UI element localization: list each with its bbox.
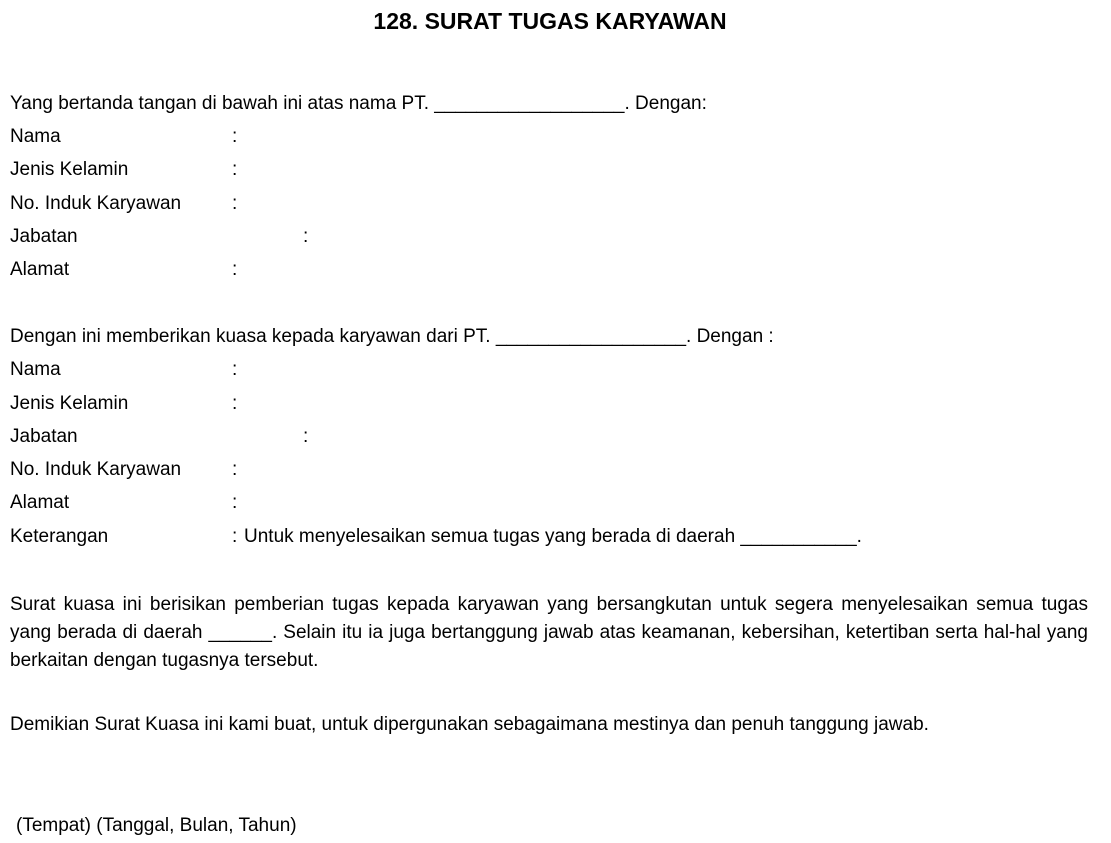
field-colon: : — [232, 159, 238, 180]
document-title: 128. SURAT TUGAS KARYAWAN — [373, 8, 727, 34]
field-label: Alamat — [10, 259, 70, 280]
field-colon: : — [232, 526, 238, 547]
body-paragraph-1: Surat kuasa ini berisikan pemberian tugas kepada karyawan yang bersangkutan untuk segera menyelesaikan semua tugas yang berada di daerah ______. Selain itu ia juga bertanggung jawab atas keamanan, kebersihan, ketertiban serta hal-hal yang berkaitan dengan tugasnya tersebut. — [10, 594, 1088, 671]
field-label: Jenis Kelamin — [10, 393, 129, 414]
field-colon: : — [232, 393, 238, 414]
field-label: No. Induk Karyawan — [10, 193, 182, 214]
field-colon: : — [232, 193, 238, 214]
grant-line: Dengan ini memberikan kuasa kepada karyawan dari PT. __________________. Dengan : — [10, 326, 774, 347]
field-label: Jabatan — [10, 226, 78, 247]
place-date: (Tempat) (Tanggal, Bulan, Tahun) — [16, 815, 297, 836]
field-colon: : — [303, 226, 309, 247]
body-paragraph-2: Demikian Surat Kuasa ini kami buat, untuk dipergunakan sebagaimana mestinya dan penuh tanggung jawab. — [10, 714, 929, 735]
field-colon: : — [232, 492, 238, 513]
field-colon: : — [303, 426, 309, 447]
field-label: Jabatan — [10, 426, 78, 447]
field-label: Nama — [10, 359, 61, 380]
field-colon: : — [232, 459, 238, 480]
field-colon: : — [232, 359, 238, 380]
field-label: Jenis Kelamin — [10, 159, 129, 180]
field-label: No. Induk Karyawan — [10, 459, 182, 480]
field-label: Alamat — [10, 492, 70, 513]
field-colon: : — [232, 126, 238, 147]
field-colon: : — [232, 259, 238, 280]
field-label: Keterangan — [10, 526, 109, 547]
intro-line: Yang bertanda tangan di bawah ini atas nama PT. __________________. Dengan: — [10, 93, 707, 114]
field-label: Nama — [10, 126, 61, 147]
field-value: Untuk menyelesaikan semua tugas yang berada di daerah ___________. — [244, 526, 862, 547]
